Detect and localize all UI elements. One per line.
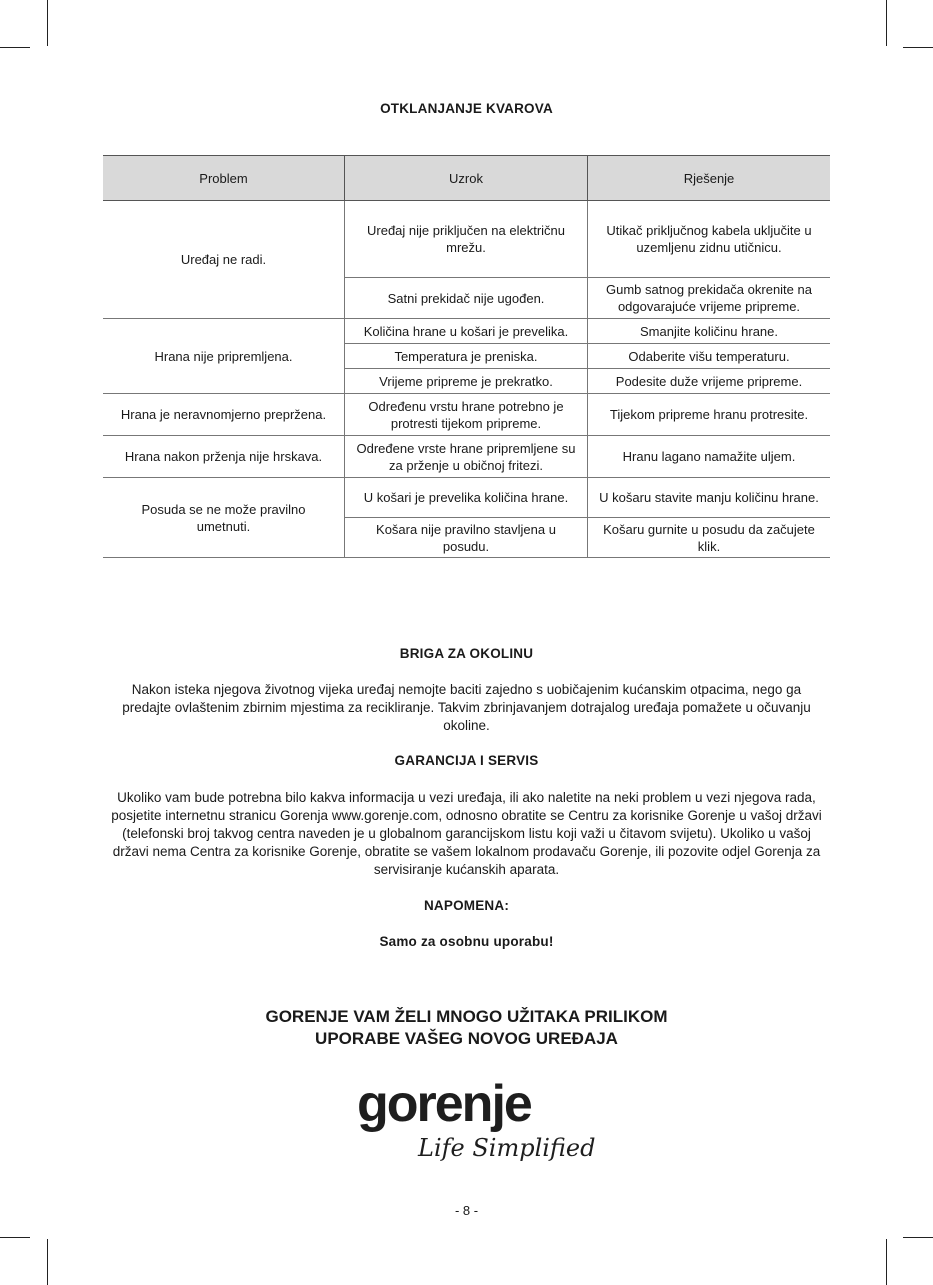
solution-cell: Odaberite višu temperaturu. bbox=[588, 344, 831, 369]
solution-cell: Hranu lagano namažite uljem. bbox=[588, 436, 831, 478]
cause-cell: Košara nije pravilno stavljena u posudu. bbox=[345, 518, 588, 558]
brand-tagline: Life Simplified bbox=[418, 1134, 596, 1162]
problem-cell: Posuda se ne može pravilno umetnuti. bbox=[103, 478, 345, 558]
solution-cell: Tijekom pripreme hranu protresite. bbox=[588, 394, 831, 436]
crop-mark bbox=[47, 0, 48, 46]
environment-text: Nakon isteka njegova životnog vijeka uređaj nemojte baciti zajedno s uobičajenim kućanskim otpacima, nego ga predajte ovlaštenim zbirnim mjestima za recikliranje. Takvim zbrinjavanjem dotrajalog uređaja pomažete u očuvanju okoline. bbox=[122, 682, 811, 733]
page-number: - 8 - bbox=[454, 1203, 479, 1218]
note-text: Samo za osobnu uporabu! bbox=[379, 934, 554, 949]
environment-title: BRIGA ZA OKOLINU bbox=[399, 646, 534, 661]
crop-mark bbox=[903, 47, 933, 48]
problem-cell: Hrana nakon prženja nije hrskava. bbox=[103, 436, 345, 478]
table-header-row bbox=[103, 156, 830, 201]
table-row bbox=[103, 436, 830, 478]
closing-line-2: UPORABE VAŠEG NOVOG UREĐAJA bbox=[315, 1029, 618, 1048]
crop-mark bbox=[903, 1237, 933, 1238]
closing-line-1: GORENJE VAM ŽELI MNOGO UŽITAKA PRILIKOM bbox=[265, 1007, 668, 1026]
header-solution: Rješenje bbox=[588, 156, 831, 201]
crop-mark bbox=[0, 1237, 30, 1238]
table-row bbox=[103, 478, 830, 518]
header-problem: Problem bbox=[103, 156, 345, 201]
crop-mark bbox=[47, 1239, 48, 1285]
cause-cell: Količina hrane u košari je prevelika. bbox=[345, 319, 588, 344]
solution-cell: Košaru gurnite u posudu da začujete klik. bbox=[588, 518, 831, 558]
problem-cell: Hrana nije pripremljena. bbox=[103, 319, 345, 394]
solution-cell: Smanjite količinu hrane. bbox=[588, 319, 831, 344]
cause-cell: Vrijeme pripreme je prekratko. bbox=[345, 369, 588, 394]
cause-cell: Satni prekidač nije ugođen. bbox=[345, 278, 588, 319]
cause-cell: Određenu vrstu hrane potrebno je protresti tijekom pripreme. bbox=[345, 394, 588, 436]
solution-cell: Gumb satnog prekidača okrenite na odgovarajuće vrijeme pripreme. bbox=[588, 278, 831, 319]
warranty-text: Ukoliko vam bude potrebna bilo kakva informacija u vezi uređaja, ili ako naletite na neki problem u vezi njegova rada, posjetite internetnu stranicu Gorenja www.gorenje.com, odnosno obratite se Centru za korisnike Gorenje u vašoj državi (telefonski broj takvog centra naveden je u globalnom garancijskom listu koji važi u čitavom svijetu). Ukoliko u vašoj državi nema Centra za korisnike Gorenje, obratite se vašem lokalnom prodavaču Gorenje, ili pozovite odjel Gorenja za servisiranje kućanskih aparata. bbox=[111, 790, 822, 877]
table-row bbox=[103, 394, 830, 436]
cause-cell: U košari je prevelika količina hrane. bbox=[345, 478, 588, 518]
solution-cell: U košaru stavite manju količinu hrane. bbox=[588, 478, 831, 518]
problem-cell: Uređaj ne radi. bbox=[103, 201, 345, 319]
header-cause: Uzrok bbox=[345, 156, 588, 201]
warranty-title: GARANCIJA I SERVIS bbox=[394, 753, 539, 768]
troubleshooting-table bbox=[103, 155, 830, 558]
gorenje-logo: gorenje bbox=[357, 1075, 531, 1133]
crop-mark bbox=[886, 0, 887, 46]
cause-cell: Uređaj nije priključen na električnu mrežu. bbox=[345, 201, 588, 278]
crop-mark bbox=[0, 47, 30, 48]
problem-cell: Hrana je neravnomjerno prepržena. bbox=[103, 394, 345, 436]
cause-cell: Temperatura je preniska. bbox=[345, 344, 588, 369]
table-row bbox=[103, 319, 830, 344]
note-title: NAPOMENA: bbox=[423, 898, 510, 913]
solution-cell: Utikač priključnog kabela uključite u uzemljenu zidnu utičnicu. bbox=[588, 201, 831, 278]
crop-mark bbox=[886, 1239, 887, 1285]
solution-cell: Podesite duže vrijeme pripreme. bbox=[588, 369, 831, 394]
cause-cell: Određene vrste hrane pripremljene su za prženje u običnoj fritezi. bbox=[345, 436, 588, 478]
table-row bbox=[103, 201, 830, 278]
troubleshooting-title: OTKLANJANJE KVAROVA bbox=[380, 101, 553, 116]
